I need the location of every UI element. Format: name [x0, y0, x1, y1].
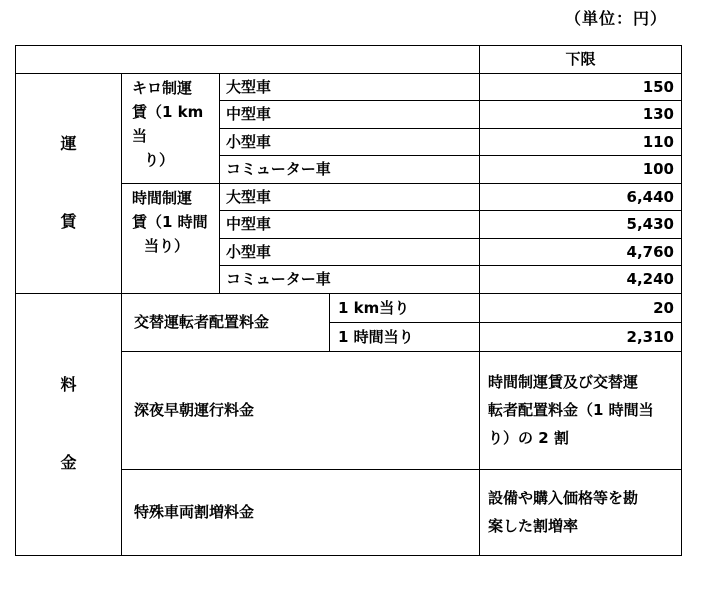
time-fare-label [122, 183, 220, 293]
note-line: 設備や購入価格等を勘 [488, 489, 639, 507]
charges-section-char: 料 [60, 375, 77, 394]
vehicle-type: 大型車 [220, 73, 480, 101]
header-blank-cell [16, 46, 480, 74]
label-line: 賃（1 km当 [132, 102, 204, 145]
charges-section-char: 金 [60, 453, 77, 472]
late-night-fee-label: 深夜早朝運行料金 [122, 351, 480, 469]
driver-fee-label: 交替運転者配置料金 [122, 293, 330, 351]
fare-table [15, 45, 682, 556]
header-lower-limit: 下限 [480, 46, 682, 74]
fare-value: 110 [480, 128, 682, 156]
table-row [16, 293, 682, 322]
fare-section-char: 運 [60, 134, 77, 153]
late-night-fee-note [480, 351, 682, 469]
header-row [16, 46, 682, 74]
special-vehicle-fee-label: 特殊車両割増料金 [122, 469, 480, 555]
fare-section-char: 賃 [60, 212, 77, 231]
vehicle-type: 小型車 [220, 238, 480, 266]
note-line: り）の 2 割 [488, 429, 569, 447]
vehicle-type: コミューター車 [220, 156, 480, 184]
fare-value: 5,430 [480, 211, 682, 239]
unit-note: （単位：円） [565, 9, 668, 28]
charges-section-label [16, 293, 122, 555]
fare-value: 4,760 [480, 238, 682, 266]
vehicle-type: 大型車 [220, 183, 480, 211]
table-row [16, 73, 682, 101]
vehicle-type: コミューター車 [220, 266, 480, 294]
label-line: キロ制運 [132, 78, 193, 97]
note-line: 転者配置料金（1 時間当 [488, 401, 654, 419]
label-line: 時間制運 [132, 188, 193, 207]
fare-value: 6,440 [480, 183, 682, 211]
distance-fare-label [122, 73, 220, 183]
unit-label: 1 時間当り [330, 322, 480, 351]
fare-value: 100 [480, 156, 682, 184]
vehicle-type: 中型車 [220, 211, 480, 239]
fare-value: 150 [480, 73, 682, 101]
vehicle-type: 小型車 [220, 128, 480, 156]
note-line: 案した割増率 [488, 517, 579, 535]
charge-value: 2,310 [480, 322, 682, 351]
unit-label: 1 km当り [330, 293, 480, 322]
label-line: 賃（1 時間 [132, 212, 208, 231]
special-vehicle-fee-note [480, 469, 682, 555]
label-line: 当り） [144, 236, 190, 255]
charge-value: 20 [480, 293, 682, 322]
vehicle-type: 中型車 [220, 101, 480, 129]
fare-value: 130 [480, 101, 682, 129]
fare-value: 4,240 [480, 266, 682, 294]
fare-section-label [16, 73, 122, 293]
note-line: 時間制運賃及び交替運 [488, 373, 639, 391]
label-line: り） [144, 150, 175, 169]
